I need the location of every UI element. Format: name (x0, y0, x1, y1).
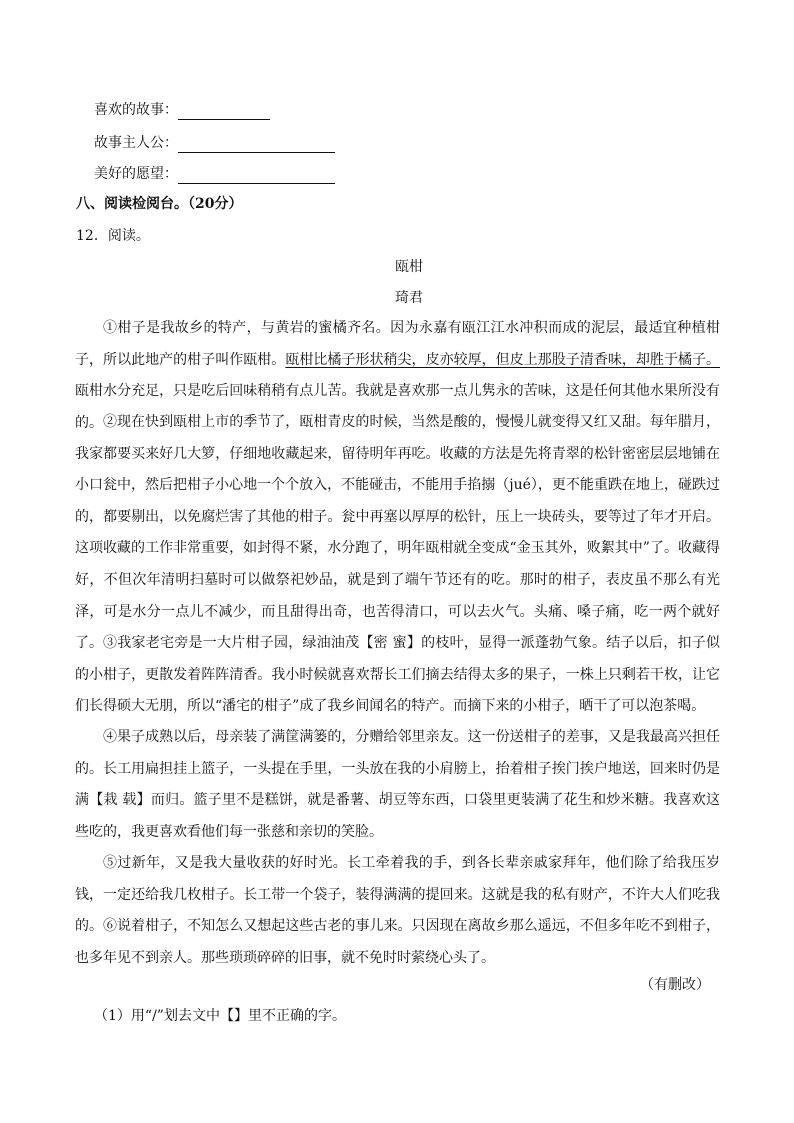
paragraph-2: ②现在快到瓯柑上市的季节了，瓯柑青皮的时候，当然是酸的，慢慢儿就变得又红又甜。每年腊月，我家都要买来好几大箩，仔细地收藏起来，留待明年再吃。收藏的方法是先将青翠的松针密密层层地铺在小口瓮中，然后把柑子小心地一个个放入，不能碰击，不能用手掐搦（jué），更不能重跌在地上，碰跌过的，都要剔出，以免腐烂害了其他的柑子。瓮中再塞以厚厚的松针，压上一块砖头，要等过了年才开启。这项收藏的工作非常重要，如封得不紧，水分跑了，明年瓯柑就全变成“金玉其外，败絮其中”了。收藏得好，不但次年清明扫墓时可以做祭祀妙品，就是到了端午节还有的吃。那时的柑子，表皮虽不那么有光泽，可是水分一点儿不减少，而且甜得出奇，也苦得清口，可以去火气。头痛、嗓子痛，吃一两个就好了。 (75, 414, 720, 652)
article-author: 琦君 (395, 290, 423, 306)
paragraph-4: ④果子成熟以后，母亲装了满筐满篓的，分赠给邻里亲友。这一份送柑子的差事，又是我最高兴担任的。长工用扁担挂上篮子，一头提在手里，一头放在我的小肩膀上，抬着柑子挨门挨户地送，回来时仍是满【栽 载】而归。篮子里不是糕饼，就是番薯、胡豆等东西，口袋里更装满了花生和炒米糖。我喜欢这些吃的，我更喜欢看他们每一张慈和亲切的笑脸。 (75, 729, 720, 840)
fill-item-wish (94, 164, 335, 184)
fill-label: 故事主人公： (94, 135, 178, 151)
fill-item-protagonist (94, 133, 335, 153)
edit-note: （有删改） (640, 977, 710, 993)
paragraph-5: ⑤过新年，又是我大量收获的好时光。长工牵着我的手，到各长辈亲戚家拜年，他们除了给我压岁钱，一定还给我几枚柑子。长工带一个袋子，装得满满的提回来。这就是我的私有财产，不许大人们吃我的。 (75, 855, 720, 935)
fill-label: 美好的愿望： (94, 166, 178, 182)
answer-blank[interactable] (178, 138, 335, 153)
paragraph-1-text-a: ①柑子是我故乡的特产，与黄岩的蜜橘齐名。因为永嘉有瓯江江水冲积而成的泥层，最适宜种植柑子，所以此地产的柑子叫作瓯柑。 (75, 320, 720, 368)
paragraph-6: ⑥说着柑子，不知怎么又想起这些古老的事儿来。只因现在离故乡那么遥远，不但多年吃不到柑子，也多年见不到亲人。那些琐琐碎碎的旧事，就不免时时萦绕心头了。 (75, 918, 720, 966)
article-title: 瓯柑 (395, 259, 423, 275)
answer-blank[interactable] (178, 105, 270, 120)
question-number: 12．阅读。 (76, 228, 150, 244)
fill-item-favorite-story (94, 100, 270, 120)
underlined-sentence: 瓯柑比橘子形状稍尖，皮亦较厚，但皮上那股子清香味，却胜于橘子。 (285, 351, 721, 368)
section-heading: 八、阅读检阅台。（20分） (76, 196, 243, 212)
paragraph-1-text-b: 瓯柑水分充足，只是吃后回味稍稍有点儿苦。我就是喜欢那一点儿隽永的苦味，这是任何其他水果所没有的。 (75, 383, 720, 431)
paragraph-3: ③我家老宅旁是一大片柑子园，绿油油茂【密 蜜】的枝叶，显得一派蓬勃气象。结子以后，扣子似的小柑子，更散发着阵阵清香。我小时候就喜欢帮长工们摘去结得太多的果子，一株上只剩若干枚，让它们长得硕大无朋，所以“潘宅的柑子”成了我乡间闻名的特产。而摘下来的小柑子，晒干了可以泡茶喝。 (75, 635, 720, 715)
fill-label: 喜欢的故事： (94, 102, 178, 118)
answer-blank[interactable] (178, 169, 335, 184)
sub-question-1: （1）用“/”划去文中【】里不正确的字。 (94, 1008, 346, 1024)
